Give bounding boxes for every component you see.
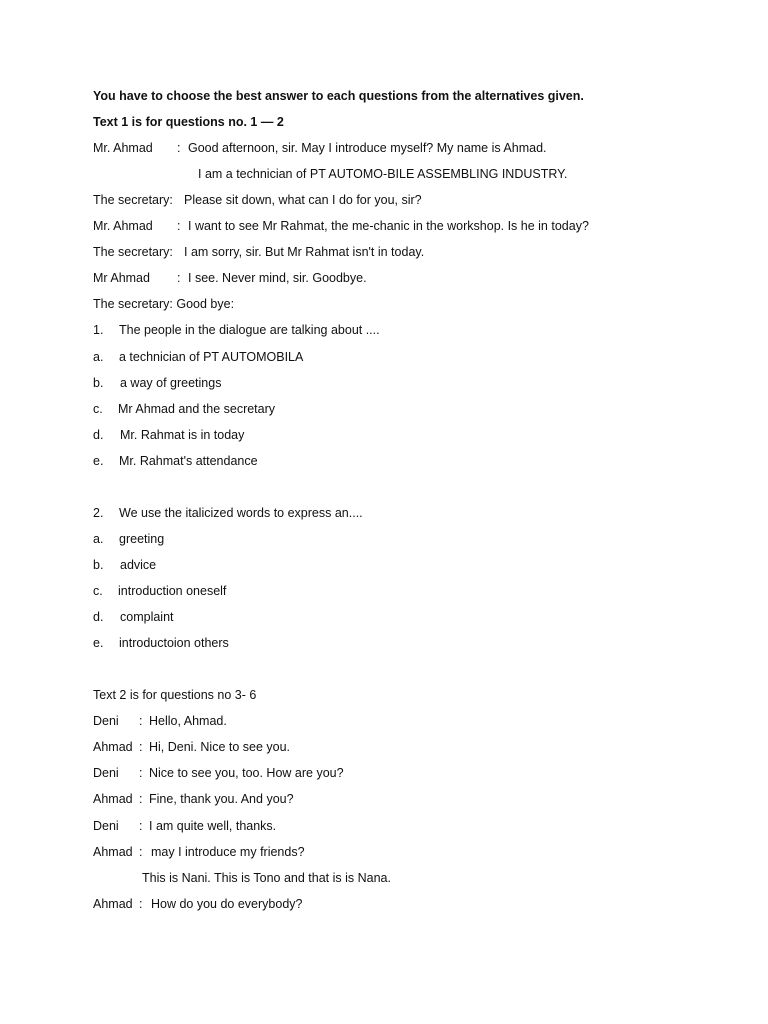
text1-heading: Text 1 is for questions no. 1 — 2 <box>93 115 284 129</box>
option-text: Mr. Rahmat is in today <box>120 428 245 442</box>
dialogue-text: I am sorry, sir. But Mr Rahmat isn't in today. <box>184 245 425 259</box>
speaker: Deni <box>93 714 119 728</box>
dialogue-text: I see. Never mind, sir. Goodbye. <box>188 271 367 285</box>
speaker: Ahmad <box>93 740 133 754</box>
speaker: Ahmad <box>93 897 133 911</box>
dialogue-text: Fine, thank you. And you? <box>149 792 294 806</box>
option-letter: c. <box>93 402 103 416</box>
dialogue-text: How do you do everybody? <box>151 897 303 911</box>
option-letter: c. <box>93 584 103 598</box>
dialogue-text: Hello, Ahmad. <box>149 714 227 728</box>
dialogue-text: I want to see Mr Rahmat, the me-chanic in the workshop. Is he in today? <box>188 219 589 233</box>
speaker: Ahmad <box>93 792 133 806</box>
colon: : <box>139 845 143 859</box>
colon: : <box>177 219 181 233</box>
dialogue-closing: The secretary: Good bye: <box>93 297 235 311</box>
dialogue-text: may I introduce my friends? <box>151 845 305 859</box>
colon: : <box>139 897 143 911</box>
option-text: advice <box>120 558 157 572</box>
dialogue-text: Nice to see you, too. How are you? <box>149 766 344 780</box>
option-text: Mr Ahmad and the secretary <box>118 402 276 416</box>
speaker: The secretary: <box>93 193 173 207</box>
option-text: Mr. Rahmat's attendance <box>119 454 258 468</box>
colon: : <box>139 714 143 728</box>
speaker: The secretary: <box>93 245 173 259</box>
question-text: We use the italicized words to express an.... <box>119 506 363 520</box>
option-text: introduction oneself <box>118 584 227 598</box>
speaker: Mr Ahmad <box>93 271 150 285</box>
dialogue-text: Hi, Deni. Nice to see you. <box>149 740 291 754</box>
instructions: You have to choose the best answer to each questions from the alternatives given. <box>93 89 584 103</box>
question-text: The people in the dialogue are talking about .... <box>119 323 380 337</box>
option-letter: b. <box>93 558 104 572</box>
option-letter: b. <box>93 376 104 390</box>
option-letter: a. <box>93 350 104 364</box>
option-text: introductoion others <box>119 636 229 650</box>
option-letter: d. <box>93 428 104 442</box>
question-number: 1. <box>93 323 104 337</box>
option-letter: d. <box>93 610 104 624</box>
colon: : <box>139 766 143 780</box>
speaker: Deni <box>93 819 119 833</box>
speaker: Mr. Ahmad <box>93 141 153 155</box>
option-letter: e. <box>93 636 104 650</box>
colon: : <box>139 819 143 833</box>
colon: : <box>139 740 143 754</box>
option-text: complaint <box>120 610 174 624</box>
option-letter: e. <box>93 454 104 468</box>
dialogue-text: Please sit down, what can I do for you, sir? <box>184 193 422 207</box>
option-text: a technician of PT AUTOMOBILA <box>119 350 304 364</box>
colon: : <box>177 271 181 285</box>
text2-heading: Text 2 is for questions no 3- 6 <box>93 688 257 702</box>
colon: : <box>139 792 143 806</box>
speaker: Ahmad <box>93 845 133 859</box>
colon: : <box>177 141 181 155</box>
dialogue-continuation: This is Nani. This is Tono and that is is Nana. <box>142 871 391 885</box>
option-text: a way of greetings <box>120 376 222 390</box>
speaker: Mr. Ahmad <box>93 219 153 233</box>
dialogue-continuation: I am a technician of PT AUTOMO-BILE ASSEMBLING INDUSTRY. <box>198 167 568 181</box>
question-number: 2. <box>93 506 104 520</box>
dialogue-text: I am quite well, thanks. <box>149 819 277 833</box>
speaker: Deni <box>93 766 119 780</box>
option-letter: a. <box>93 532 104 546</box>
option-text: greeting <box>119 532 165 546</box>
dialogue-text: Good afternoon, sir. May I introduce myself? My name is Ahmad. <box>188 141 547 155</box>
